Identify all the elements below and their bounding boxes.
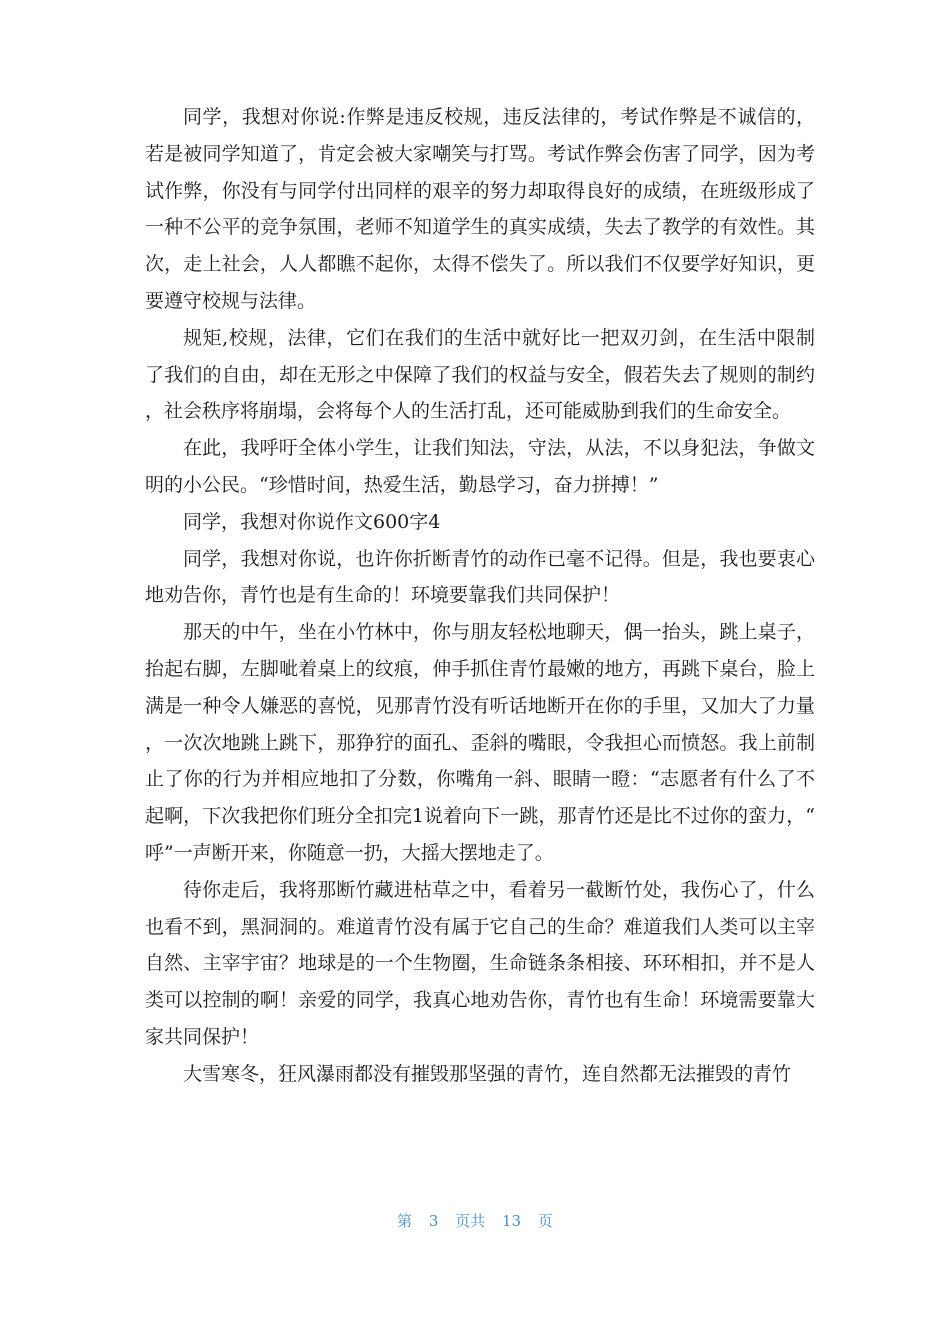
- paragraph-1: 同学，我想对你说:作弊是违反校规，违反法律的，考试作弊是不诚信的，若是被同学知道了，肯定会被大家嘲笑与打骂。考试作弊会伤害了同学，因为考试作弊，你没有与同学付出同样的艰辛的努力却取得良好的成绩，在班级形成了一种不公平的竞争氛围，老师不知道学生的真实成绩，失去了教学的有效性。其次，走上社会，人人都瞧不起你，太得不偿失了。所以我们不仅要学好知识，更要遵守校规与法律。: [145, 106, 815, 312]
- footer-current-page: 3: [428, 1212, 439, 1230]
- paragraph-6: 待你走后，我将那断竹藏进枯草之中，看着另一截断竹处，我伤心了，什么也看不到，黑洞洞的。难道青竹没有属于它自己的生命？难道我们人类可以主宰自然、主宰宇宙？地球是的一个生物圈，生命链条条相接、环环相扣，并不是人类可以控制的啊！亲爱的同学，我真心地劝告你，青竹也有生命！环境需要靠大家共同保护！: [145, 878, 815, 1048]
- document-body: [145, 99, 815, 1093]
- footer-ye: 页: [537, 1212, 553, 1230]
- page-footer: [0, 1210, 950, 1231]
- footer-ye-gong: 页共: [455, 1212, 486, 1230]
- paragraph-4: 同学，我想对你说，也许你折断青竹的动作已毫不记得。但是，我也要衷心地劝告你，青竹也是有生命的！环境要靠我们共同保护！: [145, 547, 815, 607]
- paragraph-5: 那天的中午，坐在小竹林中，你与朋友轻松地聊天，偶一抬头，跳上桌子，抬起右脚，左脚呲着桌上的纹痕，伸手抓住青竹最嫩的地方，再跳下桌台，脸上满是一种令人嫌恶的喜悦，见那青竹没有听话地断开在你的手里，又加大了力量，一次次地跳上跳下，那狰狞的面孔、歪斜的嘴眼，令我担心而愤怒。我上前制止了你的行为并相应地扣了分数，你嘴角一斜、眼睛一瞪：“志愿者有什么了不起啊，下次我把你们班分全扣完1说着向下一跳，那青竹还是比不过你的蛮力，“呼”一声断开来，你随意一扔，大摇大摆地走了。: [145, 621, 815, 864]
- paragraph-3: 在此，我呼吁全体小学生，让我们知法，守法，从法，不以身犯法，争做文明的小公民。“珍惜时间，热爱生活，勤恳学习，奋力拼搏！”: [145, 437, 815, 496]
- paragraph-7: 大雪寒冬，狂风瀑雨都没有摧毁那坚强的青竹，连自然都无法摧毁的青竹: [183, 1062, 792, 1085]
- paragraph-2: 规矩,校规，法律，它们在我们的生活中就好比一把双刃剑，在生活中限制了我们的自由，却在无形之中保障了我们的权益与安全，假若失去了规则的制约，社会秩序将崩塌，会将每个人的生活打乱，还可能威胁到我们的生命安全。: [145, 326, 815, 423]
- section-heading: 同学，我想对你说作文600字4: [183, 510, 441, 533]
- footer-di: 第: [397, 1212, 413, 1230]
- footer-total-pages: 13: [502, 1212, 522, 1230]
